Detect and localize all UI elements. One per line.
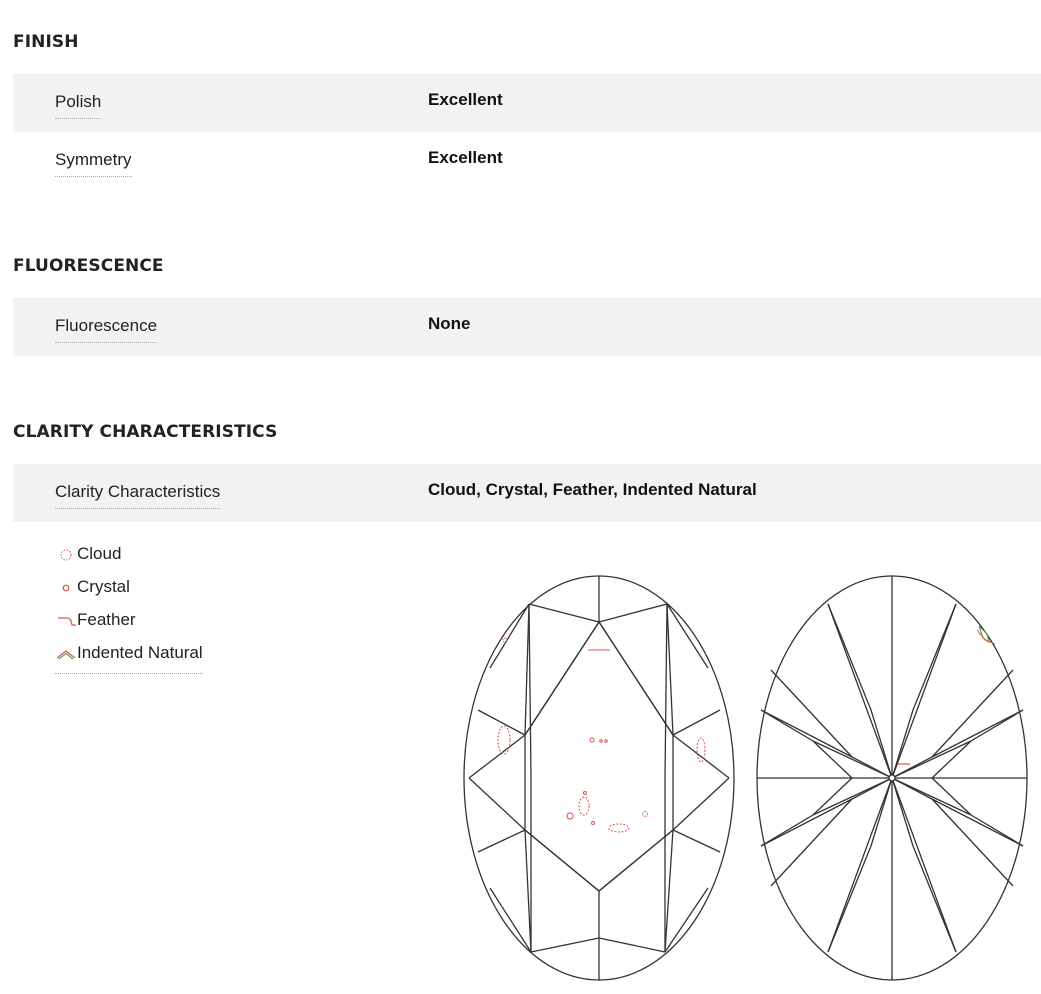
- cloud-mark: [643, 812, 648, 817]
- polish-value: Excellent: [428, 90, 503, 109]
- legend-item-cloud: [55, 537, 203, 570]
- crystal-mark: [584, 792, 587, 795]
- clarity-value: Cloud, Crystal, Feather, Indented Natural: [428, 480, 757, 499]
- legend-label-cloud: Cloud: [77, 543, 122, 563]
- clarity-legend: [55, 537, 203, 674]
- indented-natural-icon: [55, 644, 77, 662]
- crown-table-outline: [525, 622, 673, 891]
- symmetry-row: [13, 132, 1041, 190]
- feather-icon: [55, 611, 77, 629]
- legend-item-indented-natural: [55, 636, 203, 669]
- finish-heading: FINISH: [13, 32, 79, 52]
- crystal-mark: [592, 822, 595, 825]
- clarity-heading: CLARITY CHARACTERISTICS: [13, 422, 278, 442]
- symmetry-value: Excellent: [428, 148, 503, 167]
- fluorescence-row: [13, 298, 1041, 356]
- legend-label-feather: Feather: [77, 609, 136, 629]
- crown-plot-diagram: [458, 570, 740, 986]
- cloud-mark: [697, 738, 705, 762]
- cloud-icon: [55, 545, 77, 563]
- clarity-label[interactable]: Clarity Characteristics: [55, 482, 220, 509]
- legend-item-crystal: [55, 570, 203, 603]
- crystal-mark: [590, 738, 594, 742]
- fluorescence-value: None: [428, 314, 471, 333]
- symmetry-label[interactable]: Symmetry: [55, 150, 132, 177]
- crystal-icon: [55, 578, 77, 596]
- cloud-mark: [579, 797, 589, 815]
- fluorescence-heading: FLUORESCENCE: [13, 256, 164, 276]
- polish-row: [13, 74, 1041, 132]
- legend-item-feather: [55, 603, 203, 636]
- legend-label-crystal: Crystal: [77, 576, 130, 596]
- pavilion-inclusions: [898, 626, 995, 764]
- crystal-mark: [567, 813, 573, 819]
- clarity-row: [13, 464, 1041, 522]
- pavilion-plot-diagram: [751, 570, 1033, 986]
- fluorescence-label[interactable]: Fluorescence: [55, 316, 157, 343]
- legend-label-indented-natural: Indented Natural: [77, 642, 203, 662]
- cloud-mark: [609, 824, 629, 832]
- cloud-mark: [498, 726, 510, 754]
- polish-label[interactable]: Polish: [55, 92, 101, 119]
- pavilion-culet: [889, 775, 895, 781]
